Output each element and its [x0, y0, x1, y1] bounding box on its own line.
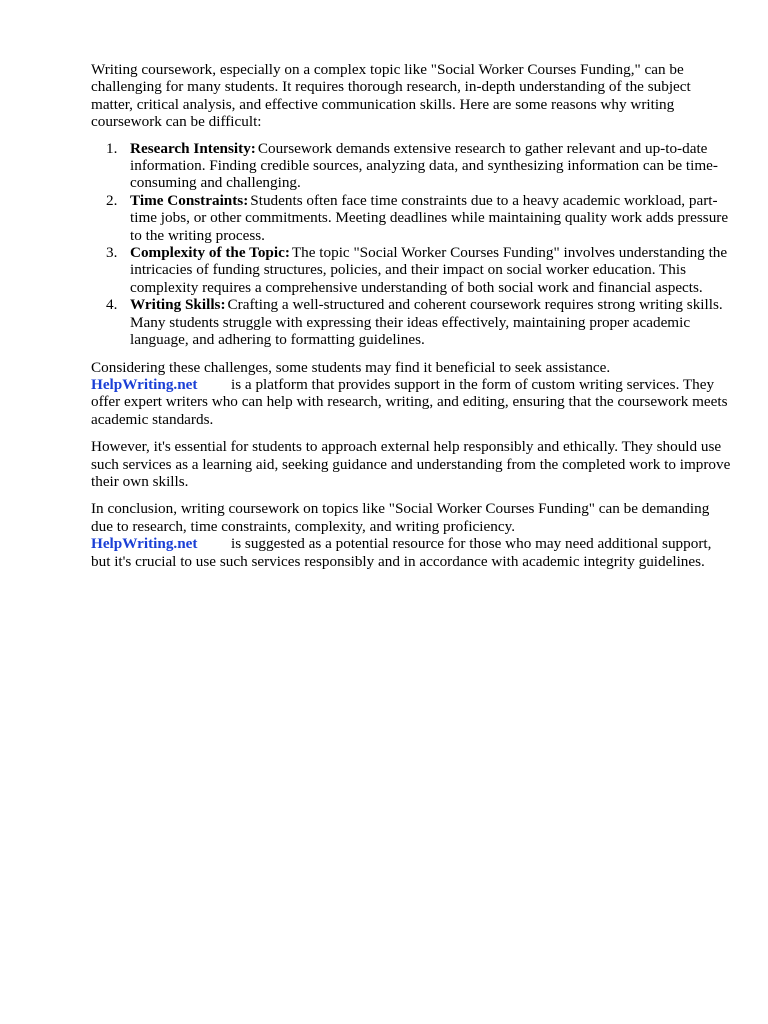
list-number: 2.	[106, 191, 118, 209]
intro-paragraph: Writing coursework, especially on a complex topic like "Social Worker Courses Funding," can be challenging for many students. It requires thorough research, in-depth understanding of the subject matter, critical analysis, and effective communication skills. Here are some reasons why writing coursework can be difficult:	[91, 61, 691, 131]
helpwriting-link[interactable]: HelpWriting.net	[91, 535, 198, 553]
assistance-lead: Considering these challenges, some students may find it beneficial to seek assistance.	[91, 358, 611, 376]
list-item	[106, 191, 731, 244]
document-page	[91, 61, 731, 580]
list-number: 4.	[106, 296, 118, 314]
responsibility-paragraph: However, it's essential for students to approach external help responsibly and ethically. They should use such services as a learning aid, seeking guidance and understanding from the completed work to improve their own skills.	[91, 438, 731, 490]
list-number: 1.	[106, 139, 118, 157]
list-term: Research Intensity:	[130, 139, 256, 157]
list-text: Students often face time constraints due to a heavy academic workload, part-time jobs, or other commitments. Meeting deadlines while maintaining quality work adds pressure to the writing process.	[130, 191, 729, 244]
list-item	[106, 244, 731, 296]
assistance-paragraph	[91, 359, 731, 429]
conclusion-rest: is suggested as a potential resource for those who may need additional support, but it's crucial to use such services responsibly and in accordance with academic integrity guidelines.	[91, 535, 712, 570]
list-text: Coursework demands extensive research to gather relevant and up-to-date information. Finding credible sources, analyzing data, and synthesizing information can be time-consuming and challenging.	[130, 139, 718, 192]
reasons-list	[91, 140, 731, 349]
list-term: Writing Skills:	[130, 296, 226, 314]
list-term: Complexity of the Topic:	[130, 244, 290, 262]
list-term: Time Constraints:	[130, 191, 249, 209]
assistance-rest: is a platform that provides support in the form of custom writing services. They offer expert writers who can help with research, writing, and editing, ensuring that the coursework meets academic standards.	[91, 375, 728, 428]
list-number: 3.	[106, 244, 118, 262]
list-item	[106, 296, 731, 349]
helpwriting-link[interactable]: HelpWriting.net	[91, 375, 198, 393]
list-item	[106, 139, 731, 192]
conclusion-paragraph	[91, 500, 731, 570]
list-text: The topic "Social Worker Courses Funding" involves understanding the intricacies of funding structures, policies, and their impact on social worker education. This complexity requires a comprehensive understanding of both social work and financial aspects.	[130, 244, 728, 296]
conclusion-lead: In conclusion, writing coursework on topics like "Social Worker Courses Funding" can be demanding due to research, time constraints, complexity, and writing proficiency.	[91, 500, 710, 535]
list-text: Crafting a well-structured and coherent coursework requires strong writing skills. Many students struggle with expressing their ideas effectively, maintaining proper academic language, and adhering to formatting guidelines.	[130, 296, 723, 349]
